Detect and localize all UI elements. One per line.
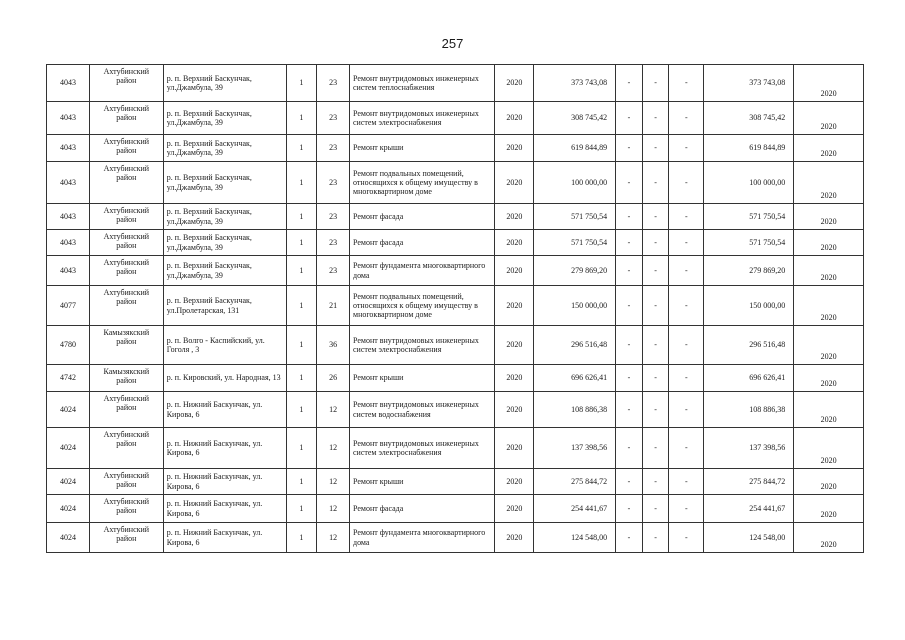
row-year: 2020 [495,469,534,495]
row-dash-1: - [616,256,643,286]
row-dash-1: - [616,365,643,392]
row-year: 2020 [495,135,534,162]
row-cost: 373 743,08 [534,65,616,102]
row-year: 2020 [495,286,534,326]
row-completion-year: 2020 [794,204,864,230]
row-total: 124 548,00 [704,523,794,553]
row-code: 4043 [47,102,90,135]
row-address: р. п. Волго - Каспийский, ул. Гоголя , 3 [163,326,286,365]
row-entrances: 1 [286,204,317,230]
table-row [47,428,864,469]
row-work-type: Ремонт фасада [350,204,495,230]
row-completion-year: 2020 [794,495,864,523]
row-year: 2020 [495,326,534,365]
row-cost: 108 886,38 [534,392,616,428]
row-district: Ахтубинский район [90,65,164,102]
row-year: 2020 [495,256,534,286]
row-dash-3: - [669,469,704,495]
row-address: р. п. Нижний Баскунчак, ул. Кирова, 6 [163,469,286,495]
row-year: 2020 [495,204,534,230]
row-dash-3: - [669,135,704,162]
row-dash-1: - [616,102,643,135]
row-total: 571 750,54 [704,230,794,256]
row-apartments: 23 [317,230,350,256]
table-row [47,102,864,135]
table-row [47,65,864,102]
row-address: р. п. Верхний Баскунчак, ул.Пролетарская, 131 [163,286,286,326]
row-completion-year: 2020 [794,428,864,469]
row-district: Ахтубинский район [90,392,164,428]
row-dash-3: - [669,392,704,428]
row-dash-2: - [642,204,669,230]
row-dash-2: - [642,495,669,523]
row-dash-3: - [669,204,704,230]
row-address: р. п. Верхний Баскунчак, ул.Джамбула, 39 [163,230,286,256]
row-total: 279 869,20 [704,256,794,286]
row-entrances: 1 [286,135,317,162]
row-address: р. п. Верхний Баскунчак, ул.Джамбула, 39 [163,162,286,204]
row-work-type: Ремонт крыши [350,135,495,162]
row-entrances: 1 [286,286,317,326]
table-row [47,326,864,365]
row-total: 150 000,00 [704,286,794,326]
row-district: Ахтубинский район [90,102,164,135]
row-dash-1: - [616,392,643,428]
row-total: 696 626,41 [704,365,794,392]
row-district: Камызякский район [90,365,164,392]
row-dash-2: - [642,65,669,102]
row-cost: 150 000,00 [534,286,616,326]
row-district: Ахтубинский район [90,162,164,204]
row-year: 2020 [495,162,534,204]
row-code: 4780 [47,326,90,365]
registry-table [46,64,864,553]
table-row [47,286,864,326]
row-completion-year: 2020 [794,286,864,326]
row-dash-1: - [616,65,643,102]
row-dash-3: - [669,495,704,523]
row-code: 4043 [47,204,90,230]
row-dash-3: - [669,286,704,326]
table-body [47,65,864,553]
row-district: Ахтубинский район [90,469,164,495]
row-work-type: Ремонт подвальных помещений, относящихся к общему имуществу в многоквартирном доме [350,286,495,326]
row-work-type: Ремонт фасада [350,230,495,256]
page-number: 257 [441,36,464,51]
row-address: р. п. Верхний Баскунчак, ул.Джамбула, 39 [163,135,286,162]
row-entrances: 1 [286,365,317,392]
row-entrances: 1 [286,162,317,204]
row-work-type: Ремонт фундамента многоквартирного дома [350,256,495,286]
row-code: 4024 [47,392,90,428]
row-total: 308 745,42 [704,102,794,135]
row-apartments: 23 [317,135,350,162]
row-year: 2020 [495,65,534,102]
row-work-type: Ремонт крыши [350,469,495,495]
row-dash-3: - [669,230,704,256]
row-dash-2: - [642,135,669,162]
row-address: р. п. Кировский, ул. Народная, 13 [163,365,286,392]
row-dash-1: - [616,428,643,469]
table-row [47,495,864,523]
row-dash-2: - [642,392,669,428]
row-district: Ахтубинский район [90,523,164,553]
row-dash-3: - [669,326,704,365]
row-dash-3: - [669,162,704,204]
row-address: р. п. Верхний Баскунчак, ул.Джамбула, 39 [163,102,286,135]
row-year: 2020 [495,523,534,553]
table-row [47,392,864,428]
row-dash-2: - [642,365,669,392]
row-work-type: Ремонт крыши [350,365,495,392]
row-address: р. п. Нижний Баскунчак, ул. Кирова, 6 [163,495,286,523]
row-cost: 296 516,48 [534,326,616,365]
table-row [47,230,864,256]
row-year: 2020 [495,230,534,256]
row-total: 275 844,72 [704,469,794,495]
row-total: 373 743,08 [704,65,794,102]
row-apartments: 12 [317,428,350,469]
row-district: Ахтубинский район [90,286,164,326]
table-row [47,135,864,162]
row-entrances: 1 [286,428,317,469]
row-code: 4077 [47,286,90,326]
row-cost: 137 398,56 [534,428,616,469]
row-district: Ахтубинский район [90,428,164,469]
row-apartments: 12 [317,523,350,553]
row-work-type: Ремонт фундамента многоквартирного дома [350,523,495,553]
row-dash-1: - [616,162,643,204]
row-total: 571 750,54 [704,204,794,230]
row-dash-3: - [669,365,704,392]
row-year: 2020 [495,365,534,392]
row-entrances: 1 [286,65,317,102]
row-dash-1: - [616,135,643,162]
row-entrances: 1 [286,392,317,428]
row-apartments: 26 [317,365,350,392]
row-work-type: Ремонт внутридомовых инженерных систем электроснабжения [350,326,495,365]
row-address: р. п. Верхний Баскунчак, ул.Джамбула, 39 [163,65,286,102]
row-work-type: Ремонт внутридомовых инженерных систем водоснабжения [350,392,495,428]
row-code: 4043 [47,135,90,162]
row-completion-year: 2020 [794,230,864,256]
row-completion-year: 2020 [794,326,864,365]
row-cost: 571 750,54 [534,230,616,256]
row-code: 4024 [47,523,90,553]
row-cost: 279 869,20 [534,256,616,286]
row-entrances: 1 [286,102,317,135]
row-cost: 571 750,54 [534,204,616,230]
row-total: 619 844,89 [704,135,794,162]
row-cost: 619 844,89 [534,135,616,162]
row-completion-year: 2020 [794,469,864,495]
row-dash-1: - [616,286,643,326]
row-year: 2020 [495,495,534,523]
row-cost: 254 441,67 [534,495,616,523]
row-dash-2: - [642,326,669,365]
row-apartments: 23 [317,102,350,135]
row-address: р. п. Нижний Баскунчак, ул. Кирова, 6 [163,523,286,553]
row-district: Камызякский район [90,326,164,365]
row-entrances: 1 [286,469,317,495]
row-completion-year: 2020 [794,365,864,392]
row-dash-2: - [642,102,669,135]
row-apartments: 36 [317,326,350,365]
row-completion-year: 2020 [794,523,864,553]
row-dash-2: - [642,230,669,256]
row-cost: 308 745,42 [534,102,616,135]
row-code: 4024 [47,495,90,523]
row-dash-2: - [642,256,669,286]
row-apartments: 12 [317,469,350,495]
row-dash-2: - [642,469,669,495]
row-district: Ахтубинский район [90,230,164,256]
row-address: р. п. Нижний Баскунчак, ул. Кирова, 6 [163,392,286,428]
row-dash-2: - [642,162,669,204]
row-apartments: 12 [317,392,350,428]
row-cost: 696 626,41 [534,365,616,392]
table-row [47,365,864,392]
row-year: 2020 [495,102,534,135]
row-dash-2: - [642,523,669,553]
table-row [47,256,864,286]
row-completion-year: 2020 [794,65,864,102]
row-code: 4024 [47,469,90,495]
row-entrances: 1 [286,523,317,553]
row-code: 4043 [47,162,90,204]
row-code: 4043 [47,65,90,102]
row-total: 137 398,56 [704,428,794,469]
row-address: р. п. Нижний Баскунчак, ул. Кирова, 6 [163,428,286,469]
row-work-type: Ремонт внутридомовых инженерных систем электроснабжения [350,102,495,135]
row-apartments: 23 [317,162,350,204]
row-dash-1: - [616,204,643,230]
row-dash-1: - [616,523,643,553]
row-apartments: 12 [317,495,350,523]
row-cost: 275 844,72 [534,469,616,495]
row-code: 4043 [47,256,90,286]
row-year: 2020 [495,392,534,428]
row-district: Ахтубинский район [90,495,164,523]
row-dash-3: - [669,523,704,553]
row-dash-2: - [642,286,669,326]
table-row [47,523,864,553]
row-dash-3: - [669,65,704,102]
table-row [47,162,864,204]
row-apartments: 23 [317,204,350,230]
row-entrances: 1 [286,495,317,523]
row-dash-3: - [669,102,704,135]
row-dash-1: - [616,326,643,365]
row-dash-1: - [616,469,643,495]
row-apartments: 23 [317,256,350,286]
row-entrances: 1 [286,326,317,365]
row-total: 254 441,67 [704,495,794,523]
row-dash-3: - [669,428,704,469]
row-completion-year: 2020 [794,162,864,204]
row-entrances: 1 [286,230,317,256]
row-work-type: Ремонт внутридомовых инженерных систем теплоснабжения [350,65,495,102]
row-apartments: 23 [317,65,350,102]
row-address: р. п. Верхний Баскунчак, ул.Джамбула, 39 [163,256,286,286]
row-code: 4024 [47,428,90,469]
row-district: Ахтубинский район [90,256,164,286]
row-total: 100 000,00 [704,162,794,204]
row-completion-year: 2020 [794,135,864,162]
table-row [47,204,864,230]
row-completion-year: 2020 [794,256,864,286]
row-dash-3: - [669,256,704,286]
row-dash-1: - [616,495,643,523]
row-dash-2: - [642,428,669,469]
row-code: 4742 [47,365,90,392]
row-district: Ахтубинский район [90,204,164,230]
row-work-type: Ремонт фасада [350,495,495,523]
row-total: 296 516,48 [704,326,794,365]
row-work-type: Ремонт внутридомовых инженерных систем электроснабжения [350,428,495,469]
row-dash-1: - [616,230,643,256]
row-completion-year: 2020 [794,392,864,428]
row-cost: 124 548,00 [534,523,616,553]
row-address: р. п. Верхний Баскунчак, ул.Джамбула, 39 [163,204,286,230]
row-code: 4043 [47,230,90,256]
row-apartments: 21 [317,286,350,326]
row-work-type: Ремонт подвальных помещений, относящихся к общему имуществу в многоквартирном доме [350,162,495,204]
row-completion-year: 2020 [794,102,864,135]
row-year: 2020 [495,428,534,469]
row-total: 108 886,38 [704,392,794,428]
row-cost: 100 000,00 [534,162,616,204]
row-district: Ахтубинский район [90,135,164,162]
row-entrances: 1 [286,256,317,286]
table-row [47,469,864,495]
